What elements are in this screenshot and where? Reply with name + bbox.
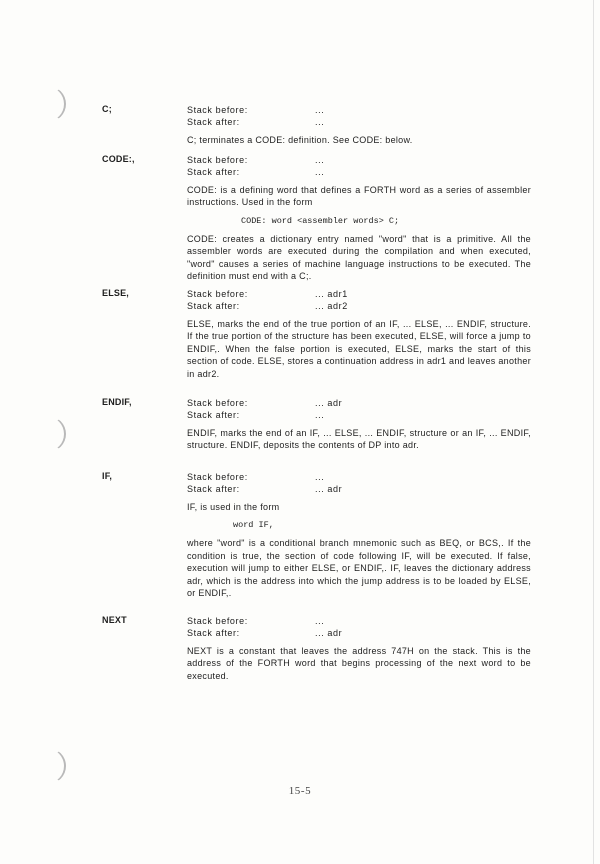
binder-hole-mark bbox=[34, 748, 66, 784]
stack-after-row bbox=[187, 300, 531, 312]
stack-before-label: Stack before: bbox=[187, 616, 248, 626]
stack-before-label: Stack before: bbox=[187, 105, 248, 115]
entry-description: CODE: creates a dictionary entry named "word" that is a primitive. All the assembler words are executed during the compilation and when executed, "word" causes a series of machine language instructions to be executed. The definition must end with a C;. bbox=[187, 233, 531, 282]
entry-word: NEXT bbox=[102, 615, 127, 625]
stack-before-row bbox=[187, 104, 531, 116]
stack-after-row bbox=[187, 409, 531, 421]
stack-after-value: ... adr bbox=[315, 484, 343, 494]
stack-after-label: Stack after: bbox=[187, 410, 240, 420]
code-example: CODE: word <assembler words> C; bbox=[241, 215, 400, 226]
stack-before-label: Stack before: bbox=[187, 289, 248, 299]
stack-after-value: ... bbox=[315, 410, 325, 420]
stack-before-value: ... bbox=[315, 105, 325, 115]
stack-before-value: ... adr1 bbox=[315, 289, 348, 299]
stack-after-value: ... bbox=[315, 167, 325, 177]
stack-after-label: Stack after: bbox=[187, 301, 240, 311]
entry-body bbox=[187, 471, 531, 599]
stack-before-label: Stack before: bbox=[187, 155, 248, 165]
entry-description: CODE: is a defining word that defines a FORTH word as a series of assembler instructions. Used in the form bbox=[187, 185, 531, 208]
stack-before-row bbox=[187, 154, 531, 166]
entry-body bbox=[187, 615, 531, 682]
stack-after-row bbox=[187, 116, 531, 128]
entry-word: IF, bbox=[102, 471, 113, 481]
entry-description: ENDIF, marks the end of an IF, ... ELSE, ... ENDIF, structure or an IF, ... ENDIF, structure. ENDIF, deposits the contents of DP into adr. bbox=[187, 428, 531, 451]
entry-description: ELSE, marks the end of the true portion of an IF, ... ELSE, ... ENDIF, structure. If the true portion of the structure has been executed, ELSE, will force a jump to ENDIF,. When the false portion is executed, ELSE, marks the start of this section of code. ELSE, stores a continuation address in adr1 and leaves another in adr2. bbox=[187, 319, 531, 379]
stack-before-row bbox=[187, 397, 531, 409]
stack-before-label: Stack before: bbox=[187, 472, 248, 482]
stack-after-label: Stack after: bbox=[187, 628, 240, 638]
entry-body bbox=[187, 154, 531, 282]
entry-body bbox=[187, 288, 531, 380]
stack-after-row bbox=[187, 483, 531, 495]
page-edge-rule bbox=[593, 0, 594, 864]
stack-before-value: ... bbox=[315, 472, 325, 482]
entry-word: CODE:, bbox=[102, 154, 135, 164]
entry-word: ELSE, bbox=[102, 288, 130, 298]
stack-after-label: Stack after: bbox=[187, 167, 240, 177]
entry-body bbox=[187, 397, 531, 452]
binder-hole-mark bbox=[34, 86, 66, 122]
stack-before-value: ... bbox=[315, 616, 325, 626]
entry-word: ENDIF, bbox=[102, 397, 132, 407]
entry-description: where "word" is a conditional branch mnemonic such as BEQ, or BCS,. If the condition is true, the section of code following IF, will be executed. If false, execution will jump to either ELSE, or ENDIF,. IF, leaves the dictionary address adr, which is the address into which the jump address is to be loaded by ELSE, or ENDIF,. bbox=[187, 538, 531, 599]
page-number: 15-5 bbox=[288, 785, 312, 797]
stack-before-row bbox=[187, 471, 531, 483]
stack-after-value: ... bbox=[315, 117, 325, 127]
code-example: word IF, bbox=[233, 520, 274, 531]
stack-after-value: ... adr2 bbox=[315, 301, 348, 311]
stack-before-value: ... bbox=[315, 155, 325, 165]
stack-after-row bbox=[187, 627, 531, 639]
stack-after-label: Stack after: bbox=[187, 484, 240, 494]
entry-description: IF, is used in the form bbox=[187, 502, 280, 512]
entry-description: C; terminates a CODE: definition. See CODE: below. bbox=[187, 135, 413, 145]
stack-before-row bbox=[187, 615, 531, 627]
stack-after-row bbox=[187, 166, 531, 178]
stack-before-label: Stack before: bbox=[187, 398, 248, 408]
stack-before-row bbox=[187, 288, 531, 300]
binder-hole-mark bbox=[34, 416, 66, 452]
stack-before-value: ... adr bbox=[315, 398, 343, 408]
stack-after-value: ... adr bbox=[315, 628, 343, 638]
entry-body bbox=[187, 104, 531, 146]
entry-description: NEXT is a constant that leaves the address 747H on the stack. This is the address of the FORTH word that begins processing of the next word to be executed. bbox=[187, 646, 531, 681]
entry-word: C; bbox=[102, 104, 112, 114]
stack-after-label: Stack after: bbox=[187, 117, 240, 127]
